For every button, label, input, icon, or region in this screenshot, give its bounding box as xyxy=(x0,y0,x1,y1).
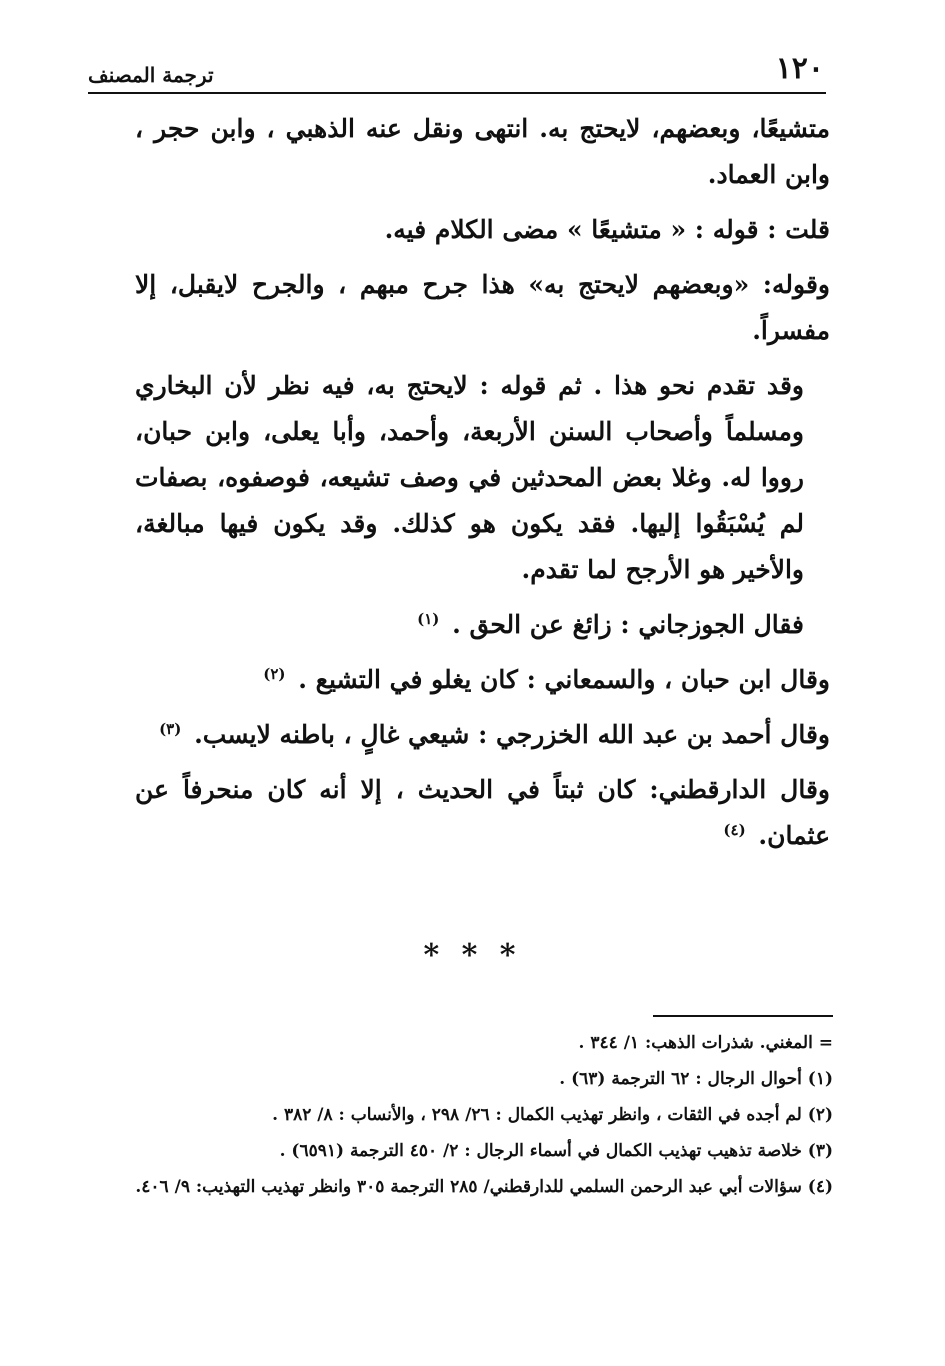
section-separator: * * * xyxy=(423,938,522,973)
paragraph-4: وقد تقدم نحو هذا . ثم قوله : لايحتج به، فيه نظر لأن البخاري ومسلماً وأصحاب السنن الأربعة، وأحمد، وأبا يعلى، وابن حبان، رووا له. وغلا بعض المحدثين في وصف تشيعه، فوصفوه، بصفات لم يُسْبَقُوا إليها. فقد يكون هو كذلك. وقد يكون فيها مبالغة، والأخير هو الأرجح لما تقدم. xyxy=(135,371,804,584)
quote-ibn-hibban-text: وقال ابن حبان ، والسمعاني : كان يغلو في التشيع . xyxy=(298,665,830,694)
quote-daraqutni xyxy=(135,767,830,859)
footnote-4: (٤) سؤالات أبي عبد الرحمن السلمي للدارقطني/ ٢٨٥ الترجمة ٣٠٥ وانظر تهذيب التهذيب: ٩/ ٤٠٦. xyxy=(135,1177,833,1197)
quote-khazraji-text: وقال أحمد بن عبد الله الخزرجي : شيعي غالٍ ، باطنه لايسب. xyxy=(194,720,830,749)
page-number: ١٢٠ xyxy=(775,51,824,86)
quote-ibn-hibban xyxy=(135,657,830,703)
paragraph-1: متشيعًا، وبعضهم، لايحتج به. انتهى ونقل عنه الذهبي ، وابن حجر ، وابن العماد. xyxy=(135,114,830,189)
page-header xyxy=(88,50,826,94)
quote-khazraji xyxy=(135,712,830,758)
main-text xyxy=(135,106,830,868)
running-title: ترجمة المصنف xyxy=(88,63,214,87)
header-rule xyxy=(88,92,826,94)
footnote-continuation: = المغني. شذرات الذهب: ١/ ٣٤٤ . xyxy=(578,1033,833,1053)
footnote-2: (٢) لم أجده في الثقات ، وانظر تهذيب الكمال : ٢٦/ ٢٩٨ ، والأنساب : ٨/ ٣٨٢ . xyxy=(272,1105,833,1125)
quote-daraqutni-text: وقال الدارقطني: كان ثبتاً في الحديث ، إلا أنه كان منحرفاً عن عثمان. xyxy=(135,775,830,850)
footnote-ref-4: (٤) xyxy=(723,820,746,839)
footnote-3: (٣) خلاصة تذهيب تهذيب الكمال في أسماء الرجال : ٢/ ٤٥٠ الترجمة (٦٥٩١) . xyxy=(279,1141,833,1161)
paragraph-3: وقوله: «وبعضهم لايحتج به» هذا جرح مبهم ، والجرح لايقبل، إلا مفسراً. xyxy=(135,270,830,345)
footnote-ref-1: (١) xyxy=(417,609,440,628)
footnote-ref-2: (٢) xyxy=(263,664,286,683)
footnote-ref-3: (٣) xyxy=(159,719,182,738)
quote-jawzajani xyxy=(135,602,830,648)
footnotes xyxy=(113,1026,833,1206)
footnote-1: (١) أحوال الرجال : ٦٢ الترجمة (٦٣) . xyxy=(559,1069,833,1089)
paragraph-2: قلت : قوله : « متشيعًا » مضى الكلام فيه. xyxy=(384,215,830,244)
quote-jawzajani-text: فقال الجوزجاني : زائغ عن الحق . xyxy=(452,610,804,639)
footnote-rule xyxy=(653,1015,833,1017)
